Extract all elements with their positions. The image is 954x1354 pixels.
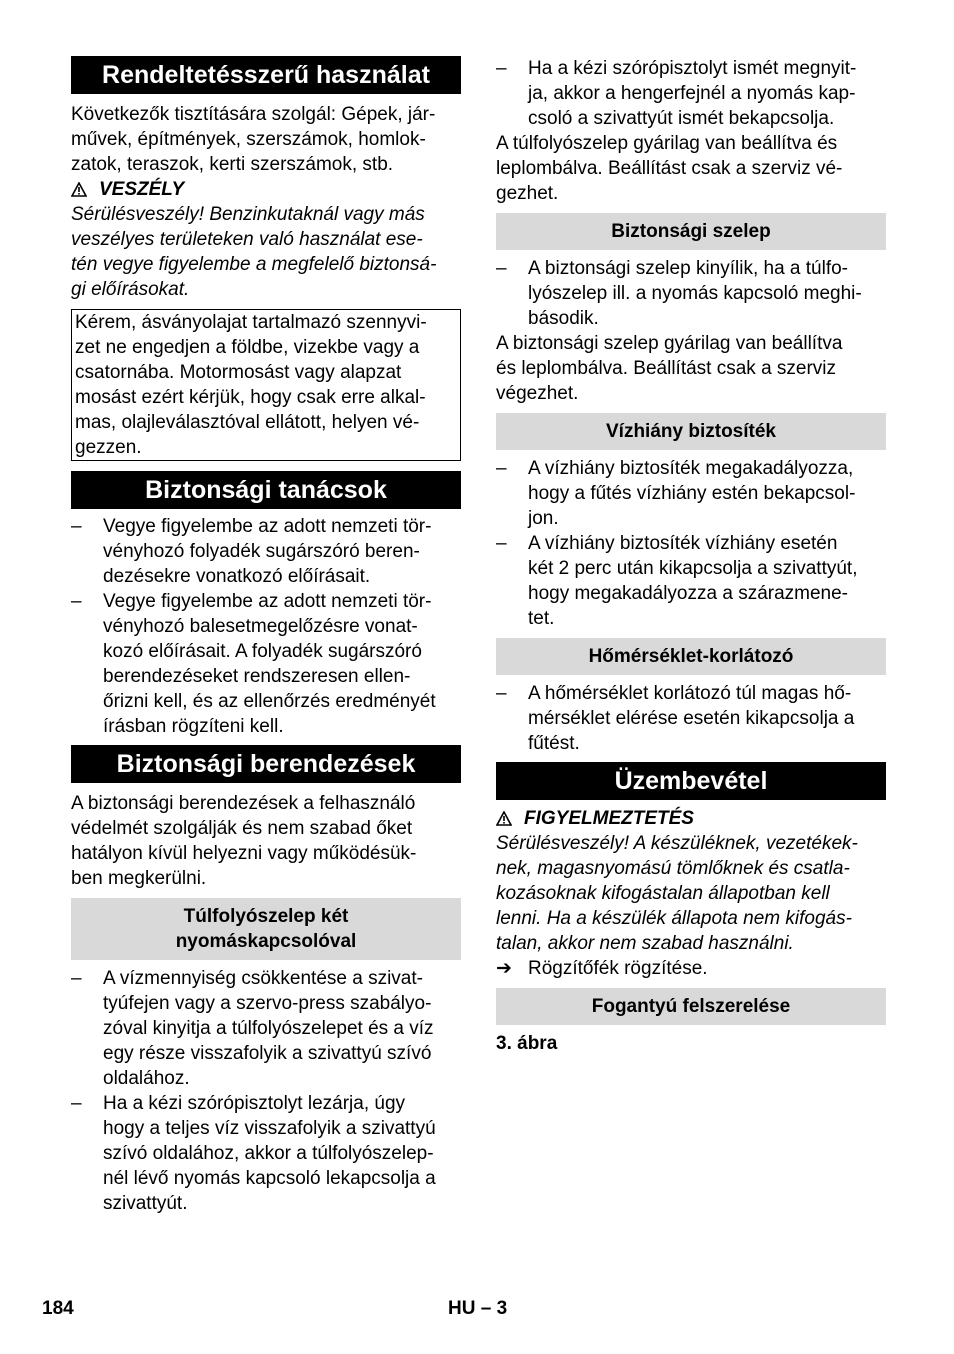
danger-text: Sérülésveszély! Benzinkutaknál vagy más veszélyes területeken való használat ese- tén vegye figyelembe a megfelelő biztonsá- gi előírásokat. (71, 204, 437, 300)
overflow-valve-note: A túlfolyószelep gyárilag van beállítva és leplombálva. Beállítást csak a szerviz vé- gezhet. (496, 133, 843, 204)
intended-use-text: Következők tisztítására szolgál: Gépek, jár- művek, építmények, szerszámok, homlok- zatok, teraszok, kerti szerszámok, stb. (71, 104, 436, 175)
list-item: – Ha a kézi szórópisztolyt ismét megnyit- ja, akkor a hengerfejnél a nyomás kap- csoló a szivattyút ismét bekapcsolja. (496, 58, 857, 129)
right-column (496, 56, 886, 1056)
figure-reference: 3. ábra (496, 1033, 558, 1054)
subheading-safety-valve: Biztonsági szelep (496, 213, 886, 250)
list-item: – Vegye figyelembe az adott nemzeti tör- vényhozó folyadék sugárszóró beren- dezésekre vonatkozó előírásait. (71, 516, 432, 587)
list-item: – A hőmérséklet korlátozó túl magas hő- mérséklet elérése esetén kikapcsolja a fűtést. (496, 683, 855, 754)
safety-valve-note: A biztonsági szelep gyárilag van beállítva és leplombálva. Beállítást csak a szerviz végezhet. (496, 333, 843, 404)
list-item: – A biztonsági szelep kinyílik, ha a túlfo- lyószelep ill. a nyomás kapcsoló meghi- básodik. (496, 258, 862, 329)
subheading-temperature-limiter: Hőmérséklet-korlátozó (496, 638, 886, 675)
danger-label: VESZÉLY (99, 179, 185, 200)
heading-safety-devices: Biztonsági berendezések (71, 745, 461, 783)
page-number: 184 (42, 1298, 74, 1319)
section-code: HU – 3 (448, 1298, 508, 1319)
list-item: – Ha a kézi szórópisztolyt lezárja, úgy hogy a teljes víz visszafolyik a szivattyú szívó oldalához, akkor a túlfolyószelep- nél lévő nyomás kapcsoló lekapcsolja a szivattyút. (71, 1093, 436, 1214)
overflow-valve-list (71, 966, 461, 1216)
left-column (71, 56, 461, 1216)
list-item: – A vízhiány biztosíték megakadályozza, hogy a fűtés vízhiány estén bekapcsol- jon. (496, 458, 856, 529)
instruction-text: Rögzítőfék rögzítése. (528, 958, 708, 979)
safety-list (71, 514, 461, 739)
subheading-overflow-valve: Túlfolyószelep két nyomáskapcsolóval (71, 898, 461, 960)
arrow-right-icon: ➔ (496, 958, 512, 979)
warning-triangle-icon (496, 811, 512, 826)
warning-label: FIGYELMEZTETÉS (524, 808, 694, 829)
warning-text: Sérülésveszély! A készüléknek, vezetékek- nek, magasnyomású tömlőknek és csatla- kozásoknak kifogástalan állapotban kell lenni. Ha a készülék állapota nem kifogás- talan, akkor nem szabad használni. (496, 833, 858, 954)
water-shortage-list (496, 456, 886, 631)
list-item: – A vízmennyiség csökkentése a szivat- tyúfejen vagy a szervo-press szabályo- zóval kinyitja a túlfolyószelepet és a víz egy része visszafolyik a szivattyú szívó oldalához. (71, 968, 434, 1089)
warning-label-row (496, 806, 886, 831)
warning-triangle-icon (71, 182, 87, 197)
subheading-handle-mounting: Fogantyú felszerelése (496, 988, 886, 1025)
instruction-step (496, 956, 886, 981)
heading-safety-advice: Biztonsági tanácsok (71, 471, 461, 509)
heading-intended-use: Rendeltetésszerű használat (71, 56, 461, 94)
heading-startup: Üzembevétel (496, 762, 886, 800)
list-item: – A vízhiány biztosíték vízhiány esetén két 2 perc után kikapcsolja a szivattyút, hogy megakadályozza a szárazmene- tet. (496, 533, 858, 629)
danger-label-row (71, 177, 461, 202)
list-item: – Vegye figyelembe az adott nemzeti tör- vényhozó balesetmegelőzésre vonat- kozó előírásait. A folyadék sugárszóró berendezéseket rendszeresen ellen- őrizni kell, és az ellenőrzés eredményét írásban rögzíteni kell. (71, 591, 436, 737)
subheading-water-shortage: Vízhiány biztosíték (496, 413, 886, 450)
safety-devices-text: A biztonsági berendezések a felhasználó védelmét szolgálják és nem szabad őket hatályon kívül helyezni vagy működésük- ben megkerülni. (71, 793, 417, 889)
environment-notice-box: Kérem, ásványolajat tartalmazó szennyvi- zet ne engedjen a földbe, vizekbe vagy a csatornába. Motormosást vagy alapzat mosást ezért kérjük, hogy csak erre alkal- mas, olajleválasztóval ellátott, helyen vé- gezzen. (71, 309, 461, 461)
